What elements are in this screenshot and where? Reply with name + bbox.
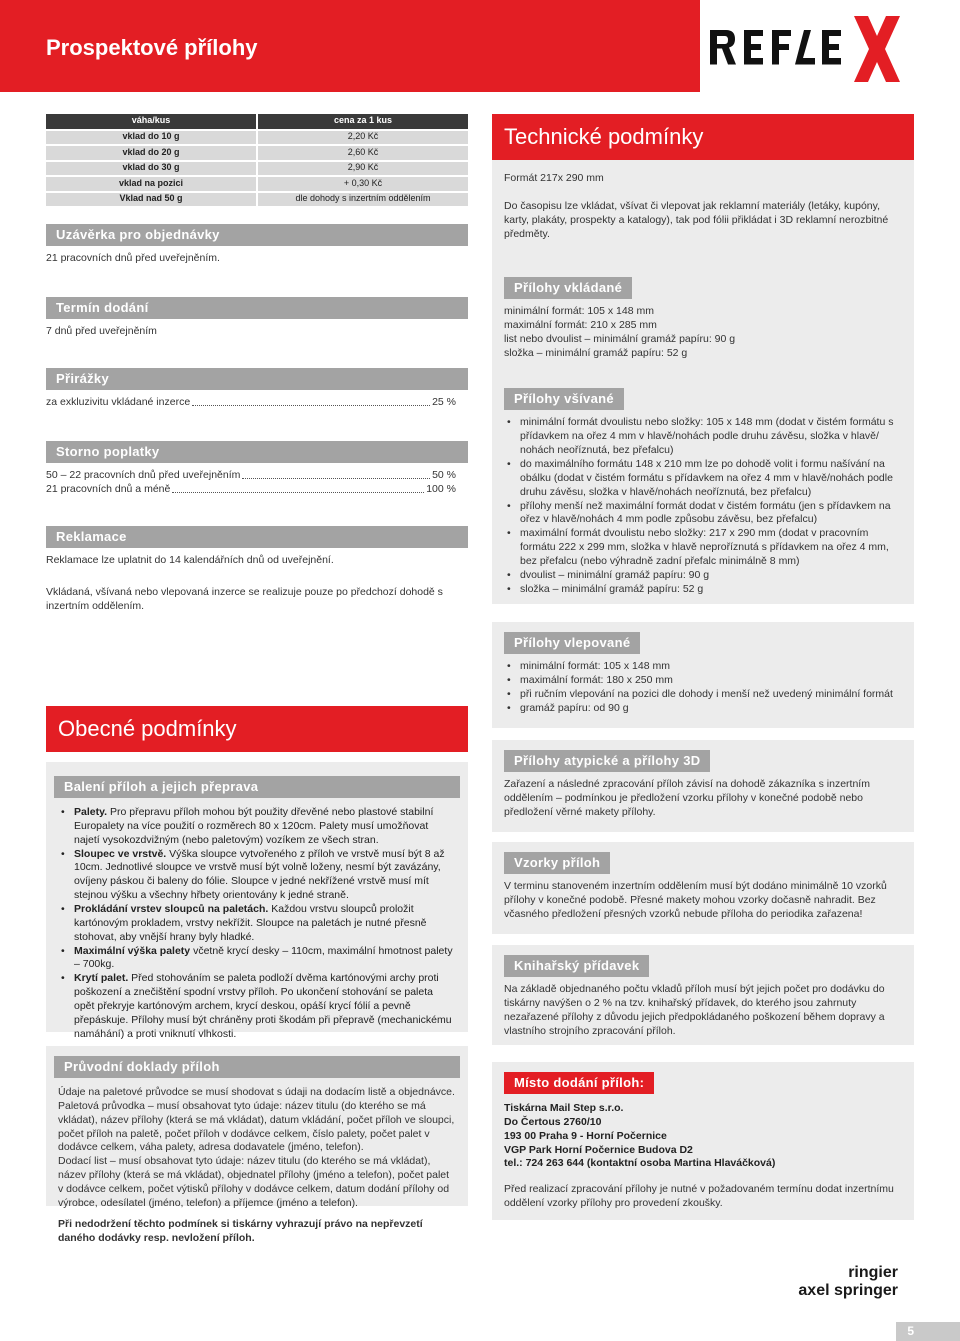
pruvodni-box	[46, 1046, 468, 1209]
list-item	[58, 972, 456, 1041]
table-cell-price: 2,60 Kč	[257, 145, 468, 161]
item-text: včetně krycí desky – 110cm, maximální hmotnost palety – 700kg.	[74, 944, 453, 971]
list-item: • dvoulist – minimální gramáž papíru: 90 g	[504, 569, 902, 583]
vkladane-line: list nebo dvoulist – minimální gramáž papíru: 90 g	[504, 332, 736, 345]
price-table	[46, 114, 468, 208]
vsivane-heading: Přílohy všívané	[504, 388, 624, 410]
reklamace-text: Reklamace lze uplatnit do 14 kalendářních dnů od uveřejnění.	[46, 554, 334, 566]
leader-dots	[242, 469, 430, 479]
attachments-grey	[492, 264, 914, 604]
list-item	[58, 945, 456, 973]
item-bold: Sloupec ve vrstvě.	[74, 847, 167, 860]
vsivane-list	[504, 416, 902, 596]
address-line: Do Čertous 2760/10	[504, 1115, 602, 1128]
insertion-note: Vkládaná, všívaná nebo vlepovaná inzerce se realizuje pouze po předchozí dohodě s inzertním oddělením.	[46, 585, 443, 612]
storno-value: 50 %	[432, 469, 456, 481]
termin-text: 7 dnů před uveřejněním	[46, 325, 157, 337]
vkladane-line: složka – minimální gramáž papíru: 52 g	[504, 346, 688, 359]
final-note: Při nedodržení těchto podmínek si tiskárny vyhrazují právo na nepřevzetí daného dodávky resp. nevložení příloh.	[58, 1218, 423, 1244]
misto-heading: Místo dodání příloh:	[504, 1072, 654, 1094]
uzaverka-section	[46, 224, 468, 266]
list-item	[58, 848, 456, 903]
table-cell-price: 2,20 Kč	[257, 130, 468, 146]
list-item: • maximální formát: 180 x 250 mm	[504, 674, 902, 688]
prirazky-label: za exkluzivitu vkládané inzerce	[46, 396, 191, 408]
table-cell-weight: vklad do 30 g	[46, 161, 257, 177]
atypicke-heading: Přílohy atypické a přílohy 3D	[504, 750, 710, 772]
prirazky-section	[46, 368, 468, 410]
vzorky-text: V terminu stanoveném inzertním oddělením musí být dodáno minimálně 10 vzorků přílohy v konečné podobě. Přesné makety mohou vzorky dočasně nahradit. Bez včasného předložení přesných vzorků nebude příloha do periodika zařazena!	[504, 880, 887, 920]
table-row	[46, 145, 468, 161]
table-cell-price: dle dohody s inzertním oddělením	[257, 192, 468, 208]
atypicke-text: Zařazení a následné zpracování příloh závisí na dohodě zákazníka s inzertním oddělením – podmínkou je předložení vzorku přílohy v konečné podobě nebo předložení věrné makety přílohy.	[504, 778, 870, 818]
misto-note: Před realizací zpracování přílohy je nutné v požadovaném termínu dodat inzertnímu oddělení vzorky přílohy pro provedení zkoušky.	[504, 1183, 894, 1210]
attachments-box	[492, 264, 914, 604]
page-number: 5	[896, 1322, 960, 1341]
header	[0, 0, 960, 92]
vzorky-heading: Vzorky příloh	[504, 852, 610, 874]
page-title: Prospektové přílohy	[46, 35, 258, 60]
item-text: Před stohováním se paleta podloží dvěma kartónovými archy proti poškození a znečištění spodní vrstvy příloh. Po ukončení stohování se paleta opět překryje kartónovým archem, krycí deskou, opáší krycí fólií a pevně přepáskuje. Přílohy musí být chráněny proti škodám při přepravě (mechanickému namáhání) a proti vniknutí vlhkosti.	[74, 972, 452, 1040]
termin-heading: Termín dodání	[46, 297, 468, 319]
pruvodni-heading: Průvodní doklady příloh	[54, 1056, 460, 1078]
address-line: tel.: 724 263 644 (kontaktní osoba Martina Hlaváčková)	[504, 1157, 776, 1170]
storno-item	[46, 469, 456, 483]
table-cell-weight: vklad do 10 g	[46, 130, 257, 146]
pruvodni-text: Údaje na paletové průvodce se musí shodovat s údaji na dodacím listě a objednávce. Paletová průvodka – musí obsahovat tyto údaje: název titulu (do kterého se má vkládat), název přílohy (která se má vkládat), datum vkládání, počet příloh ve sloupci, počet příloh na paletě, počet příloh v dodávce celkem, číslo palety, počet palet v dodávce celkem, váha palety, adresa dodavatele (jméno, telefon). Dodací list – musí obsahovat tyto údaje: název titulu (do kterého se má vkládat), název přílohy (která se má vkládat), objednatel přílohy (jméno a telefon), počet palet v dodávce celkem, počet výtisků přílohy v dodávce celkem, datum dodání přílohy od výrobce, odesílatel (jméno, telefon) a příjemce (jméno a telefon).	[58, 1086, 455, 1209]
storno-item	[46, 483, 456, 497]
vzorky-grey	[492, 842, 914, 934]
list-item: • maximální formát dvoulistu nebo složky: 217 x 290 mm (dodat v pracovním formátu 222 x 299 mm, složka v hlavě neproříznutá s přídavkem na ořez 4 mm, bez přefalcu (nebo výhradně zadní přefalc minimálně 8 mm)	[504, 527, 902, 569]
list-item: • přílohy menší než maximální formát dodat v čistém formátu (jen s přídavkem na ořez v hlavě/nohách 4 mm podle způsobu závěsu, bez přefalcu)	[504, 500, 902, 528]
storno-value: 100 %	[426, 482, 456, 495]
baleni-heading: Balení příloh a jejich přeprava	[54, 776, 460, 798]
misto-grey	[492, 1062, 914, 1220]
table-cell-weight: vklad do 20 g	[46, 145, 257, 161]
leader-dots	[172, 483, 424, 493]
obecne-title: Obecné podmínky	[46, 706, 468, 752]
vzorky-box	[492, 842, 914, 934]
brand-line-1: ringier	[848, 1264, 898, 1281]
atypicke-grey	[492, 740, 914, 832]
list-item: • do maximálního formátu 148 x 210 mm lze po dohodě volit i formu našívání na obálku (dodat v čistém formátu s přídavkem na ořez 4 mm v hlavě/nohách podle druhu závěsu, složka v hlavě/nohách neoříznutá, bez přefalcu)	[504, 458, 902, 500]
knihar-grey	[492, 945, 914, 1045]
reklamace-heading: Reklamace	[46, 526, 468, 548]
list-item	[58, 903, 456, 945]
list-item: • minimální formát: 105 x 148 mm	[504, 660, 902, 674]
vkladane-heading: Přílohy vkládané	[504, 277, 632, 299]
table-cell-price: 2,90 Kč	[257, 161, 468, 177]
table-row	[46, 161, 468, 177]
table-cell-weight: Vklad nad 50 g	[46, 192, 257, 208]
misto-box	[492, 1062, 914, 1220]
table-cell-price: + 0,30 Kč	[257, 176, 468, 192]
reklamace-section	[46, 526, 468, 614]
list-item: • při ručním vlepování na pozici dle dohody i menší než uvedený minimální formát	[504, 688, 902, 702]
address-line: Tiskárna Mail Step s.r.o.	[504, 1102, 624, 1114]
vkladane-list	[504, 305, 902, 360]
table-row	[46, 176, 468, 192]
vlepovane-grey	[492, 622, 914, 728]
address-line: 193 00 Praha 9 - Horní Počernice	[504, 1129, 667, 1142]
termin-section	[46, 297, 468, 339]
item-bold: Palety.	[74, 806, 108, 818]
vlepovane-heading: Přílohy vlepované	[504, 632, 640, 654]
item-text: Pro přepravu příloh mohou být použity dřevěné nebo plastové stabilní Europalety na více použití o rozměrech 80 x 120cm. Palety musí umožňovat najetí vysokozdvižným (nebo paletovým) vozíkem ze všech stran.	[74, 806, 434, 846]
vlepovane-box	[492, 622, 914, 728]
storno-heading: Storno poplatky	[46, 441, 468, 463]
table-header-row	[46, 114, 468, 130]
knihar-box	[492, 945, 914, 1045]
uzaverka-text: 21 pracovních dnů před uveřejněním.	[46, 252, 220, 264]
item-bold: Prokládání vrstev sloupců na paletách.	[74, 903, 269, 916]
storno-label: 21 pracovních dnů a méně	[46, 482, 171, 495]
baleni-list	[58, 806, 456, 1042]
list-item: • minimální formát dvoulistu nebo složky: 105 x 148 mm (dodat v čistém formátu s přídavkem na ořez 4 mm v hlavě/nohách podle druhu závěsu, složka v hlavě/ nohách neoříznutá, bez přefalcu)	[504, 416, 902, 458]
list-item: • gramáž papíru: od 90 g	[504, 702, 902, 716]
misto-address	[504, 1102, 902, 1171]
storno-section	[46, 441, 468, 497]
item-text: Každou vrstvu sloupců proložit kartónovým prokladem, vrstvy nekřížit. Sloupce na paletách je nutné přesně stohovat, aby vnější hrany byly hladké.	[74, 903, 427, 943]
tech-title: Technické podmínky	[492, 114, 914, 160]
obecne-section	[46, 706, 468, 1246]
table-header-price: cena za 1 kus	[257, 114, 468, 130]
address-line: VGP Park Horní Počernice Budova D2	[504, 1143, 693, 1156]
prirazky-heading: Přirážky	[46, 368, 468, 390]
storno-label: 50 – 22 pracovních dnů před uveřejněním	[46, 469, 241, 481]
table-header-weight: váha/kus	[46, 114, 257, 130]
format-text: Formát 217x 290 mm	[504, 172, 604, 184]
brand-line-2: axel springer	[798, 1282, 898, 1299]
vlepovane-list	[504, 660, 902, 715]
price-table-section	[46, 114, 468, 208]
item-text: Výška sloupce vytvořeného z příloh ve vrstvě musí být 8 až 10cm. Jednotlivé sloupce ve vrstvě musí být volně loženy, nesmí být zavázány, ovíjeny páskou či baleny do fólie. Sloupce v jedné nekřížené vrstvě musí mít stejnou výšku a všechny hřbety orientovány k jedné straně.	[74, 847, 445, 902]
table-cell-weight: vklad na pozici	[46, 176, 257, 192]
vkladane-line: maximální formát: 210 x 285 mm	[504, 318, 657, 331]
baleni-box	[46, 762, 468, 1040]
vkladane-line: minimální formát: 105 x 148 mm	[504, 305, 654, 317]
knihar-heading: Knihařský přídavek	[504, 955, 649, 977]
item-bold: Maximální výška palety	[74, 944, 191, 957]
prirazky-value: 25 %	[432, 396, 456, 408]
prirazky-item	[46, 396, 456, 410]
leader-dots	[192, 396, 430, 406]
atypicke-box	[492, 740, 914, 832]
logo-wordmark-icon	[708, 16, 908, 82]
reflex-logo	[708, 16, 908, 82]
item-bold: Krytí palet.	[74, 972, 129, 985]
knihar-text: Na základě objednaného počtu vkladů příloh musí být jejich počet pro dodávku do tiskárny navýšen o 2 % na tzv. knihařský přídavek, do kterého jsou zahrnuty nezařazené přílohy z důvodu jejich předpokládaného poškození během dopravy a vlastního strojního zpracování příloh.	[504, 983, 885, 1037]
table-row	[46, 192, 468, 208]
list-item	[58, 806, 456, 848]
table-row	[46, 130, 468, 146]
list-item: • složka – minimální gramáž papíru: 52 g	[504, 583, 902, 597]
uzaverka-heading: Uzávěrka pro objednávky	[46, 224, 468, 246]
intro-text: Do časopisu lze vkládat, všívat či vlepovat jak reklamní materiály (letáky, kupóny, karty, plakáty, prospekty a katalogy), tak pod fólii přikládat i 3D reklamní nerozbitné předměty.	[504, 199, 889, 240]
ringier-axel-springer-logo	[786, 1264, 898, 1300]
